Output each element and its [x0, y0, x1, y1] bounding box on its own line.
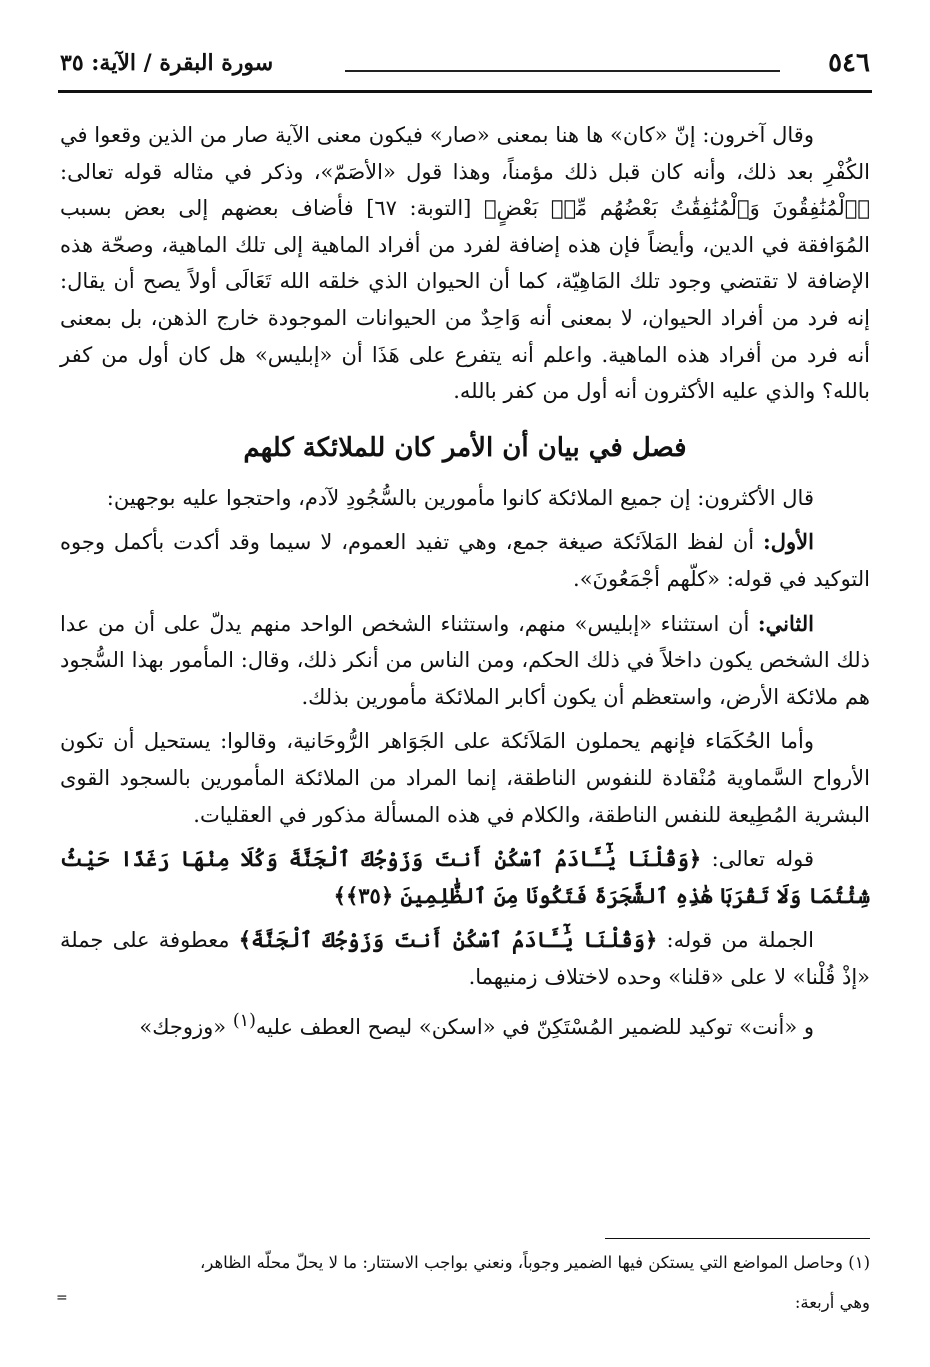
page-number: ٥٤٦	[828, 48, 870, 78]
point-label: الثاني:	[757, 610, 814, 636]
paragraph: وأما الحُكَمَاء فإنهم يحملون المَلاَئكة على الجَوَاهر الرُّوحَانية، وقالوا: يستحيل أن تكون الأرواح السَّماوية مُنْقادة للنفوس الناطقة، إنما المراد من الملائكة المأمورين بالسجود القوى البشرية المُطِيعة للنفس الناطقة، والكلام في هذه المسألة مذكور في العقليات.	[60, 729, 870, 827]
footnote-ref[interactable]: (١)	[232, 1011, 256, 1032]
page-header	[60, 46, 870, 86]
running-title: سورة البقرة / الآية: ٣٥	[60, 50, 274, 76]
quran-verse: ﴿وَقُلْنَا يَٰٓـَٔادَمُ ٱسْكُنْ أَنتَ وَزَوْجُكَ ٱلْجَنَّةَ وَكُلَا مِنْهَا رَغَدًا حَيْثُ شِئْتُمَا وَلَا تَقْرَبَا هَٰذِهِ ٱلشَّجَرَةَ فَتَكُونَا مِنَ ٱلظَّٰلِمِينَ ﴿٣٥﴾﴾	[60, 846, 870, 908]
header-dash-line	[345, 70, 780, 72]
paragraph-text: و «أنت» توكيد للضمير المُسْتَكِنّ في «اسكن» ليصح العطف عليه	[255, 1015, 814, 1040]
section-title: فصل في بيان أن الأمر كان للملائكة كلهم	[243, 432, 687, 463]
paragraph	[60, 606, 870, 716]
verse-intro: قوله تعالى:	[701, 847, 814, 872]
verse-paragraph	[60, 841, 870, 914]
header-rule	[58, 90, 872, 93]
margin-mark: =	[56, 1290, 68, 1306]
paragraph-text: أن استثناء «إبليس» منهم، واستثناء الشخص الواحد منهم يدلّ على أن من عدا ذلك الشخص يكون داخلاً في ذلك الحكم، ومن الناس من أنكر ذلك، وقال: المأمور بهذا السُّجود هم ملائكة الأرض، واستعظم أن يكون أكابر الملائكة مأمورين بذلك.	[60, 611, 870, 709]
quran-quote: ﴿وَقُلْنَا يَٰٓـَٔادَمُ ٱسْكُنْ أَنتَ وَزَوْجُكَ ٱلْجَنَّةَ﴾	[238, 927, 658, 953]
point-label: الأول:	[763, 529, 814, 555]
main-text	[60, 117, 870, 1054]
paragraph: وقال آخرون: إنّ «كان» ها هنا بمعنى «صار» فيكون معنى الآية صار من الذين وقعوا في الكُفْرِ بعد ذلك، وأنه كان قبل ذلك مؤمناً، وهذا قول «الأصَمّ»، وذكر في مثاله قوله تعالى: ﴿ٱلْمُنَٰفِقُونَ وَٱلْمُنَٰفِقَٰتُ بَعْضُهُم مِّنۢ بَعْضٍ﴾ [التوبة: ٦٧] فأضاف بعضهم إلى بعض بسبب المُوَافقة في الدين، وأيضاً فإن هذه إضافة لفرد من أفراد الماهية إلى تلك الماهية، وصحّة هذه الإضافة لا تقتضي وجود تلك المَاهِيّة، كما أن الحيوان الذي خلقه الله تَعَالَى أولاً يصح أن يقال: إنه فرد من أفراد الحيوان، لا بمعنى أنه وَاحِدٌ من الحيوانات الموجودة خارج الذهن، بل بمعنى أنه فرد من أفراد هذه الماهية. واعلم أنه يتفرع على هَذَا أن «إبليس» هل كان أول من كفر بالله؟ والذي عليه الأكثرون أنه أول من كفر بالله.	[60, 123, 870, 404]
footnote-separator	[605, 1238, 870, 1239]
paragraph	[60, 524, 870, 597]
paragraph-text: «وزوجك»	[139, 1015, 233, 1040]
paragraph-text: الجملة من قوله:	[657, 928, 814, 953]
paragraph-text: أن لفظ المَلاَئكة صيغة جمع، وهي تفيد العموم، لا سيما وقد أكدت بأكمل وجوه التوكيد في قوله: «كلّهم أجْمَعُونَ».	[60, 530, 870, 591]
footnote: (١) وحاصل المواضع التي يستكن فيها الضمير وجوباً، ونعني بواجب الاستتار: ما لا يحلّ محلّه الظاهر،	[200, 1253, 870, 1272]
paragraph	[60, 922, 870, 995]
footnotes	[60, 1248, 870, 1328]
footnote-continuation: وهي أربعة:	[794, 1293, 870, 1312]
paragraph-text: معطوفة على جملة «إذْ قُلْنا» لا على «قلنا» وحده لاختلاف زمنيهما.	[60, 928, 870, 989]
paragraph: قال الأكثرون: إن جميع الملائكة كانوا مأمورين بالسُّجُودِ لآدم، واحتجوا عليه بوجهين:	[106, 485, 814, 510]
paragraph	[60, 1003, 870, 1046]
